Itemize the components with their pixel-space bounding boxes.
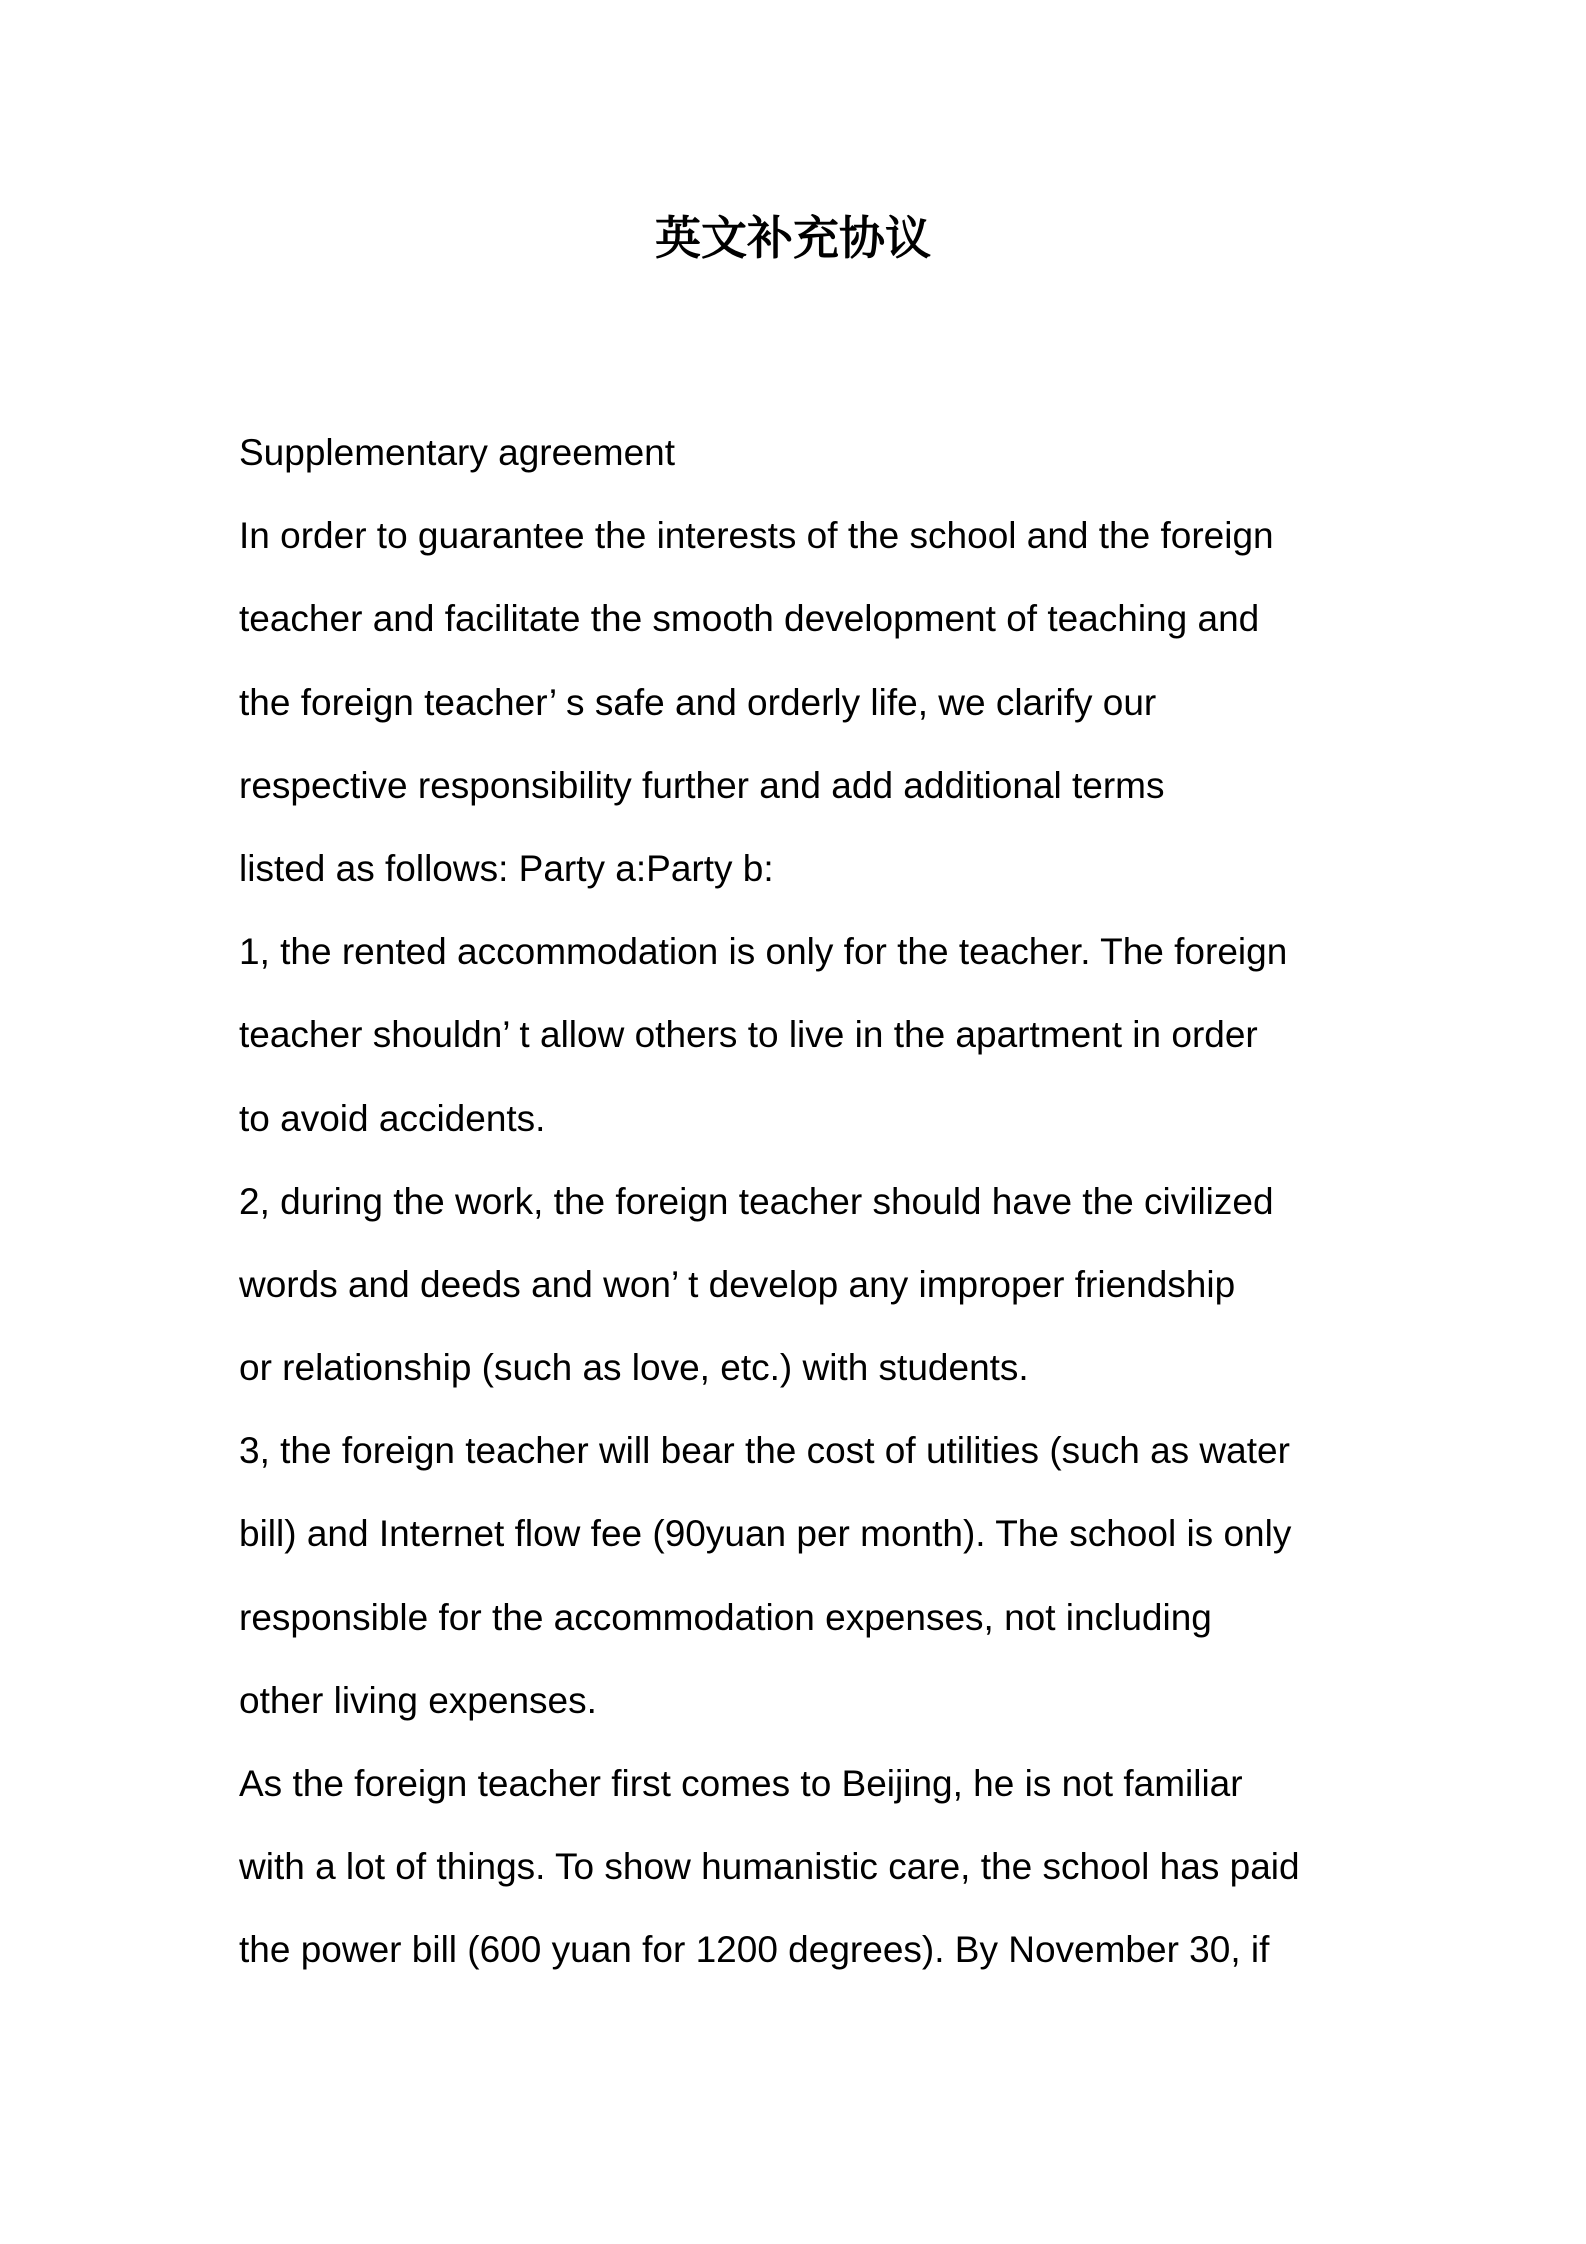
clause-3-line: other living expenses.	[239, 1679, 597, 1721]
clause-2-line: 2, during the work, the foreign teacher should have the civilized	[239, 1180, 1274, 1222]
document-body	[239, 411, 1349, 1992]
clause-2-line: or relationship (such as love, etc.) with students.	[239, 1347, 1029, 1389]
note-line: the power bill (600 yuan for 1200 degrees). By November 30, if	[239, 1929, 1270, 1971]
clause-1-line: 1, the rented accommodation is only for the teacher. The foreign	[239, 931, 1288, 973]
clause-1-line: to avoid accidents.	[239, 1097, 546, 1139]
clause-2-line: words and deeds and won’ t develop any improper friendship	[239, 1263, 1236, 1305]
clause-3-line: responsible for the accommodation expenses, not including	[239, 1596, 1212, 1638]
note-line: with a lot of things. To show humanistic care, the school has paid	[239, 1846, 1300, 1888]
text-line: respective responsibility further and add additional terms	[239, 764, 1165, 806]
text-line: the foreign teacher’ s safe and orderly life, we clarify our	[239, 681, 1157, 723]
document-title: 英文补充协议	[655, 211, 931, 265]
clause-3-line: 3, the foreign teacher will bear the cost of utilities (such as water	[239, 1430, 1290, 1472]
text-line: teacher and facilitate the smooth development of teaching and	[239, 598, 1260, 640]
clause-3-line: bill) and Internet flow fee (90yuan per month). The school is only	[239, 1513, 1292, 1555]
text-line: listed as follows: Party a:Party b:	[239, 847, 774, 889]
section-heading: Supplementary agreement	[239, 432, 676, 473]
text-line: In order to guarantee the interests of the school and the foreign	[239, 515, 1274, 557]
clause-1-line: teacher shouldn’ t allow others to live in the apartment in order	[239, 1014, 1258, 1056]
note-line: As the foreign teacher first comes to Beijing, he is not familiar	[239, 1763, 1243, 1804]
